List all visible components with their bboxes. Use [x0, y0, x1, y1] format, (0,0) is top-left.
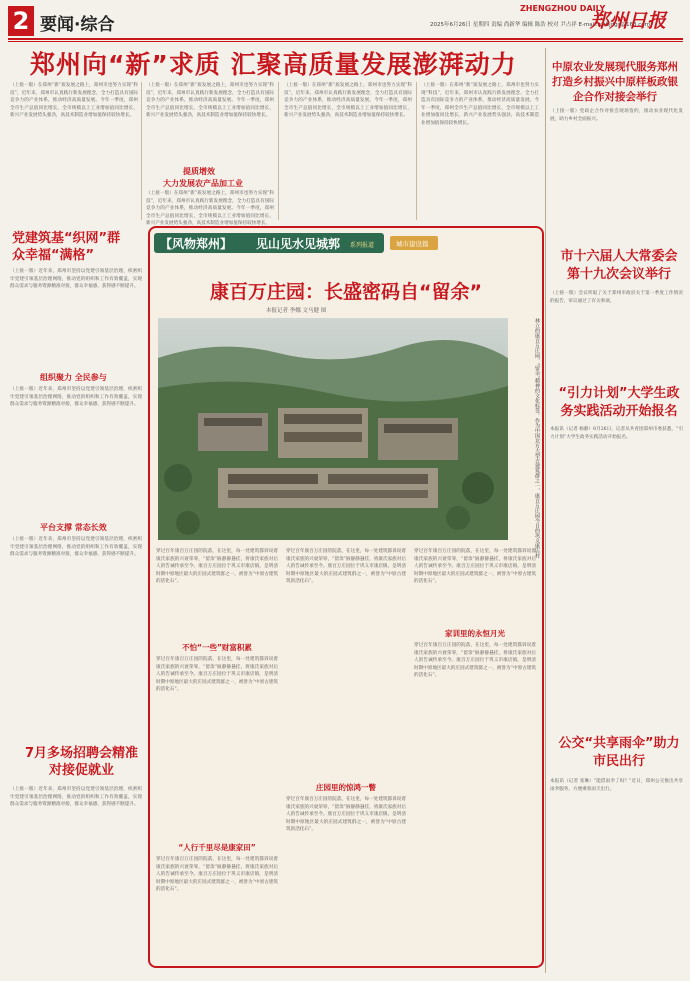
left-subhead-2: 平台支撑 常态长效	[40, 523, 107, 532]
left-headline-1: 党建筑基“织网”群众幸福“满格”	[12, 231, 121, 263]
lead-body-col3: （上接一版）在郑州“新”质发展之路上，郑州市也努力实现“科技”，近年来，郑州市认真践行新发展理念，全力打造具有国际竞争力的产业体系，推动经济高质量发展。今年一季度，郑州全市生产总值同比增长，全市规模以上工业增加值同比增长，新兴产业发展势头强劲，高技术制造业增加值保持较快增长。	[284, 83, 412, 119]
left-headline-2: 7月多场招聘会精准对接促就业	[24, 746, 139, 778]
right-body-2: （上接一版）会议听取了关于郑州市政府关于第一季度工作情况的报告，审议通过了有关事项。	[550, 291, 683, 304]
feature-body-col1a: 穿过百年康百万庄园的院落，在这里，每一处建筑都诉说着康氏家族的兴衰荣辱，“留余”匾静静悬挂，将康氏家族对后人的告诫传承至今。康百万庄园位于巩义市康店镇，是明清时期中原地区最大的庄园式建筑群之一，被誉为“中原古建筑的活化石”。	[156, 549, 278, 585]
section-title: 要闻·综合	[40, 15, 115, 35]
column-divider	[278, 82, 279, 220]
feature-subhead-2: “人行千里尽是康家田”	[178, 843, 256, 852]
right-body-3: 本报讯（记者 杨静）6月26日，记者从共青团郑州市委获悉，“引力计划”大学生政务实践活动开始报名。	[550, 427, 683, 440]
photo-caption: 林立的康百万庄园，“留余”精神的文化标签。作为中国北方大型古建筑群之一，康百万庄园今日的巩义康店村	[534, 318, 540, 559]
left-body-2: （上接一版）近年来，郑州市坚持以党建引领基层治理，织密织牢党建引领基层治理网络，推动党的组织和工作有效覆盖，实现群众需求与服务资源精准对接，群众幸福感、获得感不断提升。	[10, 387, 142, 408]
right-headline-4: 公交“共享雨伞”助力市民出行	[558, 736, 680, 769]
header-rule-thin	[8, 41, 683, 42]
right-headline-3: “引力计划”大学生政务实践活动开始报名	[558, 386, 680, 419]
feature-body-col3b: 穿过百年康百万庄园的院落，在这里，每一处建筑都诉说着康氏家族的兴衰荣辱，“留余”匾静静悬挂，将康氏家族对后人的告诫传承至今。康百万庄园位于巩义市康店镇，是明清时期中原地区最大的庄园式建筑群之一，被誉为“中原古建筑的活化石”。	[414, 643, 536, 679]
publication-name-en: ZHENGZHOU DAILY	[520, 4, 606, 13]
right-headline-2: 市十六届人大常委会第十九次会议举行	[560, 249, 678, 282]
left-body-3: （上接一版）近年来，郑州市坚持以党建引领基层治理，织密织牢党建引领基层治理网络，推动党的组织和工作有效覆盖，实现群众需求与服务资源精准对接，群众幸福感、获得感不断提升。	[10, 537, 142, 558]
feature-body-col2a: 穿过百年康百万庄园的院落，在这里，每一处建筑都诉说着康氏家族的兴衰荣辱，“留余”匾静静悬挂，将康氏家族对后人的告诫传承至今。康百万庄园位于巩义市康店镇，是明清时期中原地区最大的庄园式建筑群之一，被誉为“中原古建筑的活化石”。	[286, 549, 406, 585]
right-headline-1: 中原农业发展现代服务郑州打造乡村振兴中原样板政银企合作对接会举行	[552, 61, 678, 103]
publication-info: 2025年6月26日 星期四 责编 尚新华 编辑 陈浩 校对 尹占祥 E-mail:zzrbjdgs@163.com	[430, 22, 650, 28]
lead-body-col4: （上接一版）在郑州“新”质发展之路上，郑州市也努力实现“科技”，近年来，郑州市认真践行新发展理念，全力打造具有国际竞争力的产业体系，推动经济高质量发展。今年一季度，郑州全市生产总值同比增长，全市规模以上工业增加值同比增长，新兴产业发展势头强劲，高技术制造业增加值保持较快增长。	[421, 83, 539, 126]
feature-body-col1b: 穿过百年康百万庄园的院落，在这里，每一处建筑都诉说着康氏家族的兴衰荣辱，“留余”匾静静悬挂，将康氏家族对后人的告诫传承至今。康百万庄园位于巩义市康店镇，是明清时期中原地区最大的庄园式建筑群之一，被誉为“中原古建筑的活化石”。	[156, 657, 278, 693]
lead-body-col1: （上接一版）在郑州“新”质发展之路上，郑州市也努力实现“科技”，近年来，郑州市认真践行新发展理念，全力打造具有国际竞争力的产业体系，推动经济高质量发展。今年一季度，郑州全市生产总值同比增长，全市规模以上工业增加值同比增长，新兴产业发展势头强劲，高技术制造业增加值保持较快增长。	[10, 83, 138, 119]
feature-subhead-4: 家训里的永恒月光	[445, 629, 505, 638]
lead-body-col2b: （上接一版）在郑州“新”质发展之路上，郑州市也努力实现“科技”，近年来，郑州市认真践行新发展理念，全力打造具有国际竞争力的产业体系，推动经济高质量发展。今年一季度，郑州全市生产总值同比增长，全市规模以上工业增加值同比增长，新兴产业发展势头强劲，高技术制造业增加值保持较快增长。	[146, 191, 274, 227]
column-divider	[141, 82, 142, 220]
feature-series-name: 见山见水见城郭	[256, 237, 341, 251]
newspaper-logo: 郑州日报	[590, 10, 667, 32]
column-divider	[416, 82, 417, 220]
feature-badge-label: 城市建设篇	[396, 240, 429, 248]
left-subhead-1: 组织聚力 全民参与	[40, 373, 107, 382]
feature-series-label: 系列报道	[350, 242, 375, 249]
feature-subhead-3: 庄园里的惊鸿一瞥	[316, 783, 376, 792]
feature-column-tag: 【风物郑州】	[160, 237, 233, 251]
lead-subhead-2: 大力发展农产品加工业	[163, 179, 243, 188]
left-body-4: （上接一版）近年来，郑州市坚持以党建引领基层治理，织密织牢党建引领基层治理网络，推动党的组织和工作有效覆盖，实现群众需求与服务资源精准对接，群众幸福感、获得感不断提升。	[10, 787, 142, 808]
header-rule	[8, 38, 683, 40]
right-body-1: （上接一版）党政企合作对接会现场签约，推动农业现代化发展，助力乡村全面振兴。	[550, 109, 683, 122]
column-divider	[545, 48, 546, 973]
feature-byline: 本报记者 李娜 文马健 图	[266, 308, 327, 314]
feature-body-col3a: 穿过百年康百万庄园的院落，在这里，每一处建筑都诉说着康氏家族的兴衰荣辱，“留余”匾静静悬挂，将康氏家族对后人的告诫传承至今。康百万庄园位于巩义市康店镇，是明清时期中原地区最大的庄园式建筑群之一，被誉为“中原古建筑的活化石”。	[414, 549, 536, 585]
lead-subhead-1: 提质增效	[183, 167, 215, 176]
right-body-4: 本报讯（记者 张琳）“能借雨伞了吗？”近日，郑州公交推出共享雨伞服务，方便乘客雨天出行。	[550, 779, 683, 792]
feature-subhead-1: 不怕“一些”财富积累	[182, 643, 252, 652]
feature-body-col2b: 穿过百年康百万庄园的院落，在这里，每一处建筑都诉说着康氏家族的兴衰荣辱，“留余”匾静静悬挂，将康氏家族对后人的告诫传承至今。康百万庄园位于巩义市康店镇，是明清时期中原地区最大的庄园式建筑群之一，被誉为“中原古建筑的活化石”。	[286, 797, 406, 833]
page-number: 2	[8, 6, 34, 36]
aerial-estate-image	[158, 318, 508, 540]
lead-headline: 郑州向“新”求质 汇聚高质量发展澎湃动力	[30, 50, 517, 79]
feature-photo	[158, 318, 508, 540]
left-body-1: （上接一版）近年来，郑州市坚持以党建引领基层治理，织密织牢党建引领基层治理网络，推动党的组织和工作有效覆盖，实现群众需求与服务资源精准对接，群众幸福感、获得感不断提升。	[10, 269, 142, 290]
feature-title: 康百万庄园：长盛密码自“留余”	[210, 281, 482, 303]
lead-body-col2: （上接一版）在郑州“新”质发展之路上，郑州市也努力实现“科技”，近年来，郑州市认真践行新发展理念，全力打造具有国际竞争力的产业体系，推动经济高质量发展。今年一季度，郑州全市生产总值同比增长，全市规模以上工业增加值同比增长，新兴产业发展势头强劲，高技术制造业增加值保持较快增长。	[146, 83, 274, 119]
feature-body-col1c: 穿过百年康百万庄园的院落，在这里，每一处建筑都诉说着康氏家族的兴衰荣辱，“留余”匾静静悬挂，将康氏家族对后人的告诫传承至今。康百万庄园位于巩义市康店镇，是明清时期中原地区最大的庄园式建筑群之一，被誉为“中原古建筑的活化石”。	[156, 857, 278, 893]
